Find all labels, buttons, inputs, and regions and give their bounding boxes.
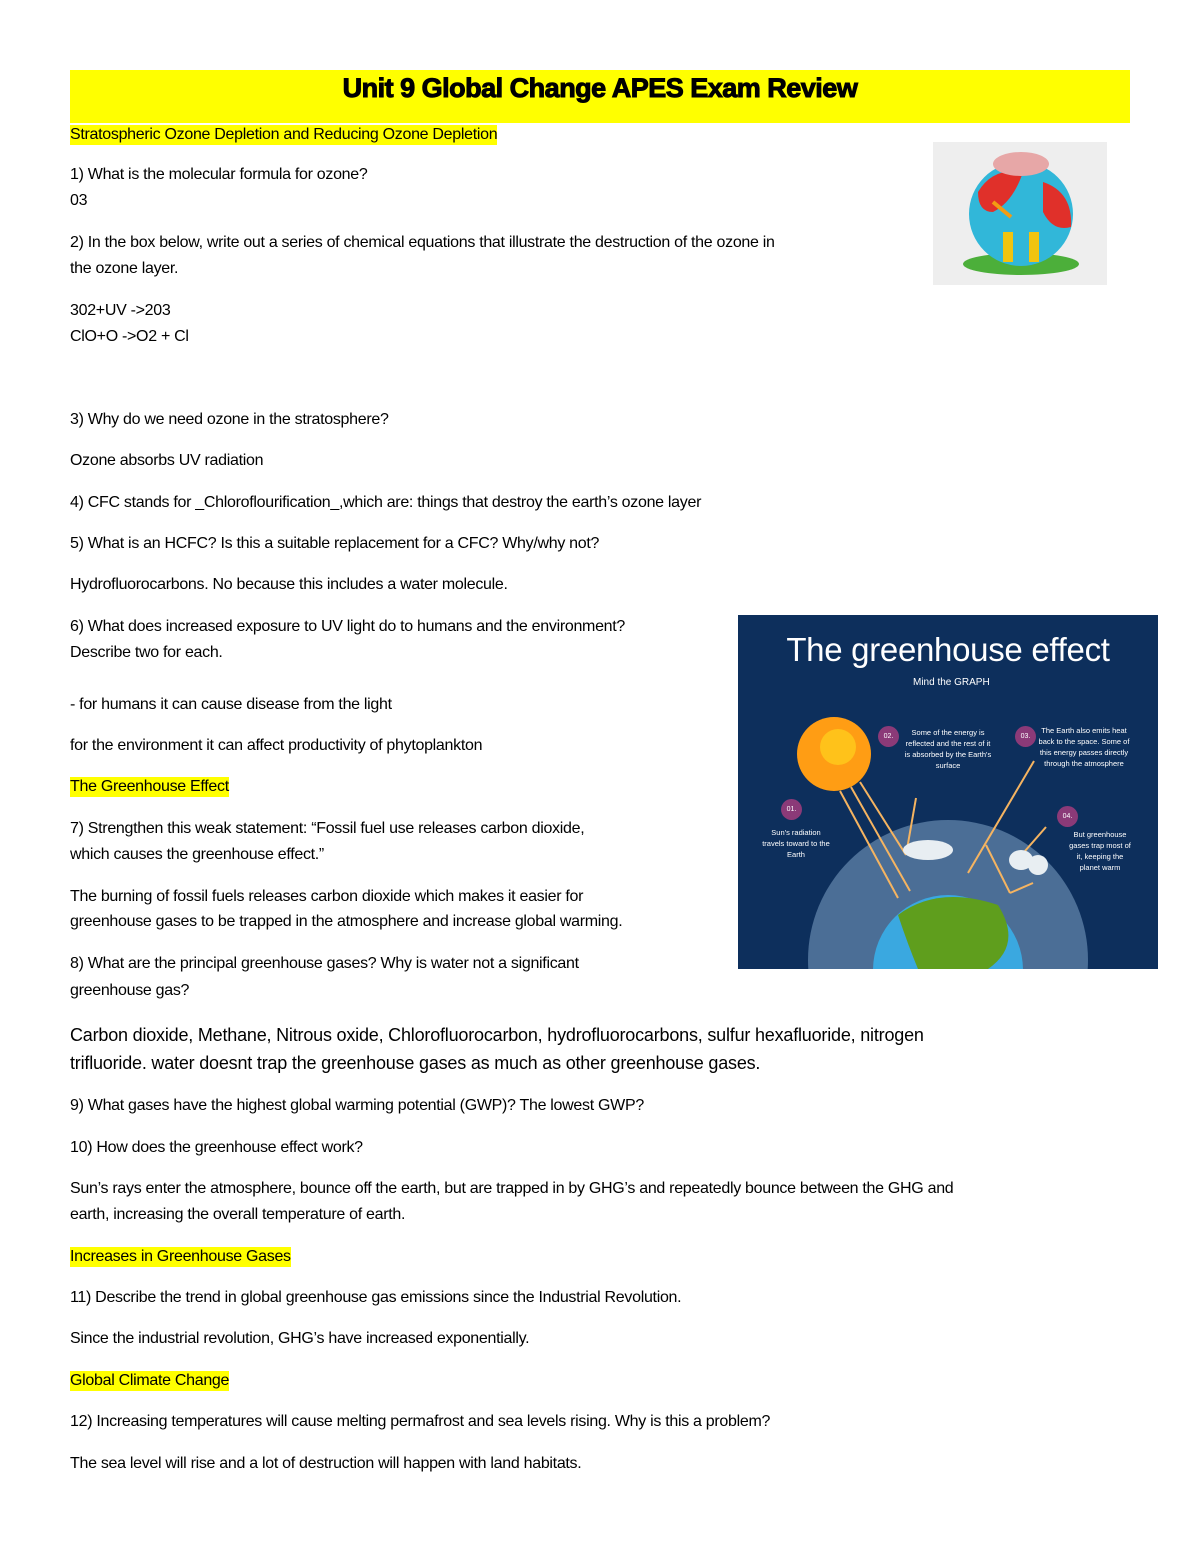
question-4: 4) CFC stands for _Chloroflourification_,which are: things that destroy the earth’s ozone layer [70,494,702,511]
question-7: 7) Strengthen this weak statement: “Fossil fuel use releases carbon dioxide, [70,820,585,837]
equation-1: 302+UV ->203 [70,302,171,319]
answer-1: 03 [70,192,88,209]
question-11: 11) Describe the trend in global greenhouse gas emissions since the Industrial Revolution. [70,1289,682,1306]
step-1-caption: Sun's radiation travels toward to the Earth [762,828,830,859]
answer-10: Sun’s rays enter the atmosphere, bounce off the earth, but are trapped in by GHG’s and repeatedly bounce between the GHG and [70,1180,954,1197]
step-1-badge: 01. [781,799,802,820]
mind-the-graph-logo: Mind the GRAPH [913,677,990,688]
answer-3: Ozone absorbs UV radiation [70,452,264,469]
question-2: 2) In the box below, write out a series of chemical equations that illustrate the destruction of the ozone in [70,234,775,251]
step-2-caption: Some of the energy is reflected and the rest of it is absorbed by the Earth's surface [904,728,992,770]
question-7-cont: which causes the greenhouse effect.” [70,846,324,863]
document-title: Unit 9 Global Change APES Exam Review [342,73,858,103]
question-2-cont: the ozone layer. [70,260,179,277]
step-3-caption: The Earth also emits heat back to the space. Some of this energy passes directly through the atmosphere [1038,726,1130,768]
question-5: 5) What is an HCFC? Is this a suitable replacement for a CFC? Why/why not? [70,535,600,552]
greenhouse-effect-infographic [738,615,1158,969]
answer-6-environment: for the environment it can affect productivity of phytoplankton [70,737,483,754]
section-heading-ozone: Stratospheric Ozone Depletion and Reducing Ozone Depletion [70,126,498,143]
step-2-badge: 02. [878,726,899,747]
answer-7-cont: greenhouse gases to be trapped in the atmosphere and increase global warming. [70,913,623,930]
step-4-caption: But greenhouse gases trap most of it, keeping the planet warm [1069,830,1131,872]
answer-5: Hydrofluorocarbons. No because this includes a water molecule. [70,576,508,593]
answer-11: Since the industrial revolution, GHG’s have increased exponentially. [70,1330,530,1347]
question-3: 3) Why do we need ozone in the stratosphere? [70,411,389,428]
question-12: 12) Increasing temperatures will cause melting permafrost and sea levels rising. Why is this a problem? [70,1413,771,1430]
equation-2: ClO+O ->O2 + Cl [70,328,189,345]
answer-6-humans: - for humans it can cause disease from the light [70,696,392,713]
section-heading-increases: Increases in Greenhouse Gases [70,1248,291,1265]
question-10: 10) How does the greenhouse effect work? [70,1139,363,1156]
answer-8-cont: trifluoride. water doesnt trap the greenhouse gases as much as other greenhouse gases. [70,1053,761,1073]
question-6-cont: Describe two for each. [70,644,223,661]
section-heading-greenhouse: The Greenhouse Effect [70,778,229,795]
answer-12: The sea level will rise and a lot of destruction will happen with land habitats. [70,1455,582,1472]
question-9: 9) What gases have the highest global warming potential (GWP)? The lowest GWP? [70,1097,644,1114]
answer-10-cont: earth, increasing the overall temperature of earth. [70,1206,406,1223]
step-3-badge: 03. [1015,726,1036,747]
question-8: 8) What are the principal greenhouse gases? Why is water not a significant [70,955,579,972]
question-1: 1) What is the molecular formula for ozone? [70,166,368,183]
section-heading-climate: Global Climate Change [70,1372,230,1389]
sick-earth-cartoon-image [933,142,1107,285]
question-6: 6) What does increased exposure to UV light do to humans and the environment? [70,618,626,635]
infographic-title: The greenhouse effect [786,631,1110,668]
answer-7: The burning of fossil fuels releases carbon dioxide which makes it easier for [70,888,584,905]
step-4-badge: 04. [1057,806,1078,827]
answer-8: Carbon dioxide, Methane, Nitrous oxide, Chlorofluorocarbon, hydrofluorocarbons, sulfur hexafluoride, nitrogen [70,1025,924,1045]
question-8-cont: greenhouse gas? [70,982,190,999]
title-banner [70,70,1130,123]
